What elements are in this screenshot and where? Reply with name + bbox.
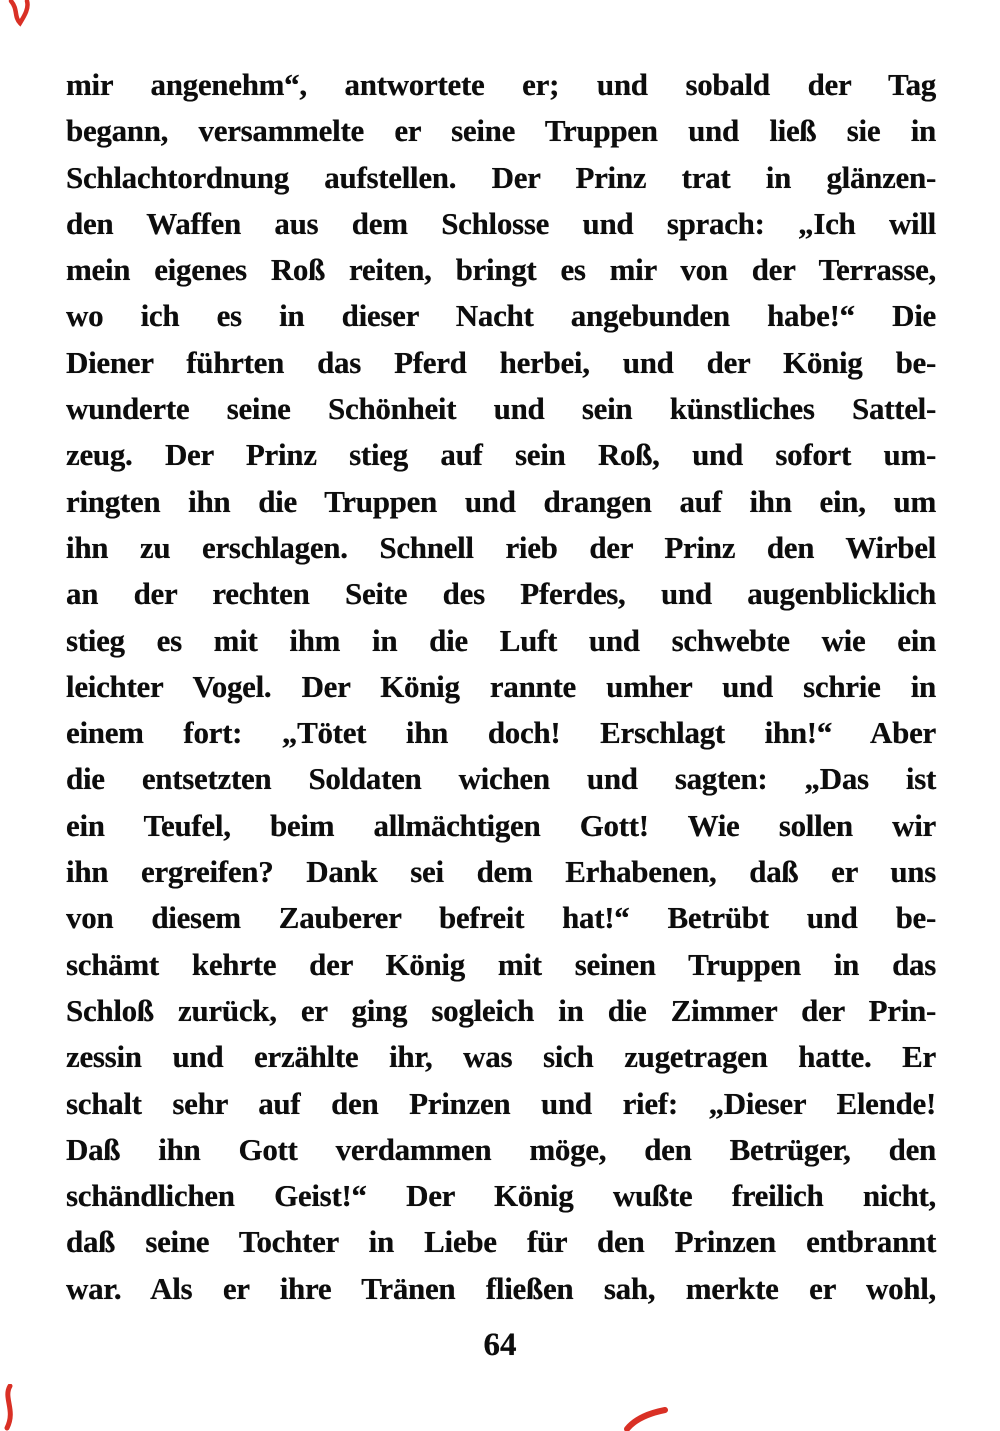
body-text (66, 62, 936, 1312)
text-line: schändlichen Geist!“ Der König wußte freilich nicht, (66, 1178, 936, 1214)
text-line: Schloß zurück, er ging sogleich in die Zimmer der Prin- (66, 992, 936, 1028)
text-line: an der rechten Seite des Pferdes, und augenblicklich (66, 576, 936, 612)
text-line: Diener führten das Pferd herbei, und der König be- (66, 344, 936, 380)
text-line: daß seine Tochter in Liebe für den Prinzen entbrannt (66, 1224, 936, 1260)
text-line: wo ich es in dieser Nacht angebunden habe!“ Die (66, 298, 936, 334)
text-line: den Waffen aus dem Schlosse und sprach: „Ich will (66, 205, 936, 241)
text-line: zeug. Der Prinz stieg auf sein Roß, und sofort um- (66, 437, 936, 473)
text-line: war. Als er ihre Tränen fließen sah, merkte er wohl, (66, 1270, 936, 1306)
text-line: ringten ihn die Truppen und drangen auf ihn ein, um (66, 483, 936, 519)
text-line: mein eigenes Roß reiten, bringt es mir von der Terrasse, (66, 252, 936, 288)
red-ink-mark-icon (4, 0, 38, 30)
text-line: mir angenehm“, antwortete er; und sobald der Tag (66, 67, 936, 102)
text-line: Daß ihn Gott verdammen möge, den Betrüger, den (66, 1131, 936, 1167)
text-line: ein Teufel, beim allmächtigen Gott! Wie sollen wir (66, 807, 936, 843)
red-ink-mark-icon (0, 1384, 20, 1431)
text-line: schalt sehr auf den Prinzen und rief: „Dieser Elende! (66, 1085, 936, 1121)
text-line: zessin und erzählte ihr, was sich zugetragen hatte. Er (66, 1039, 936, 1075)
page-number: 64 (483, 1327, 517, 1363)
text-line: ihn zu erschlagen. Schnell rieb der Prinz den Wirbel (66, 529, 936, 565)
text-line: die entsetzten Soldaten wichen und sagten: „Das ist (66, 761, 936, 797)
text-line: schämt kehrte der König mit seinen Truppen in das (66, 946, 936, 982)
text-line: leichter Vogel. Der König rannte umher und schrie in (66, 668, 936, 704)
red-ink-mark-icon (624, 1406, 668, 1431)
text-line: Schlachtordnung aufstellen. Der Prinz trat in glänzen- (66, 159, 936, 195)
text-line: ihn ergreifen? Dank sei dem Erhabenen, daß er uns (66, 854, 936, 890)
text-line: einem fort: „Tötet ihn doch! Erschlagt ihn!“ Aber (66, 715, 936, 751)
text-line: von diesem Zauberer befreit hat!“ Betrübt und be- (66, 900, 936, 936)
text-line: begann, versammelte er seine Truppen und ließ sie in (66, 113, 936, 149)
text-line: stieg es mit ihm in die Luft und schwebte wie ein (66, 622, 936, 658)
text-line: wunderte seine Schönheit und sein künstliches Sattel- (66, 391, 936, 427)
